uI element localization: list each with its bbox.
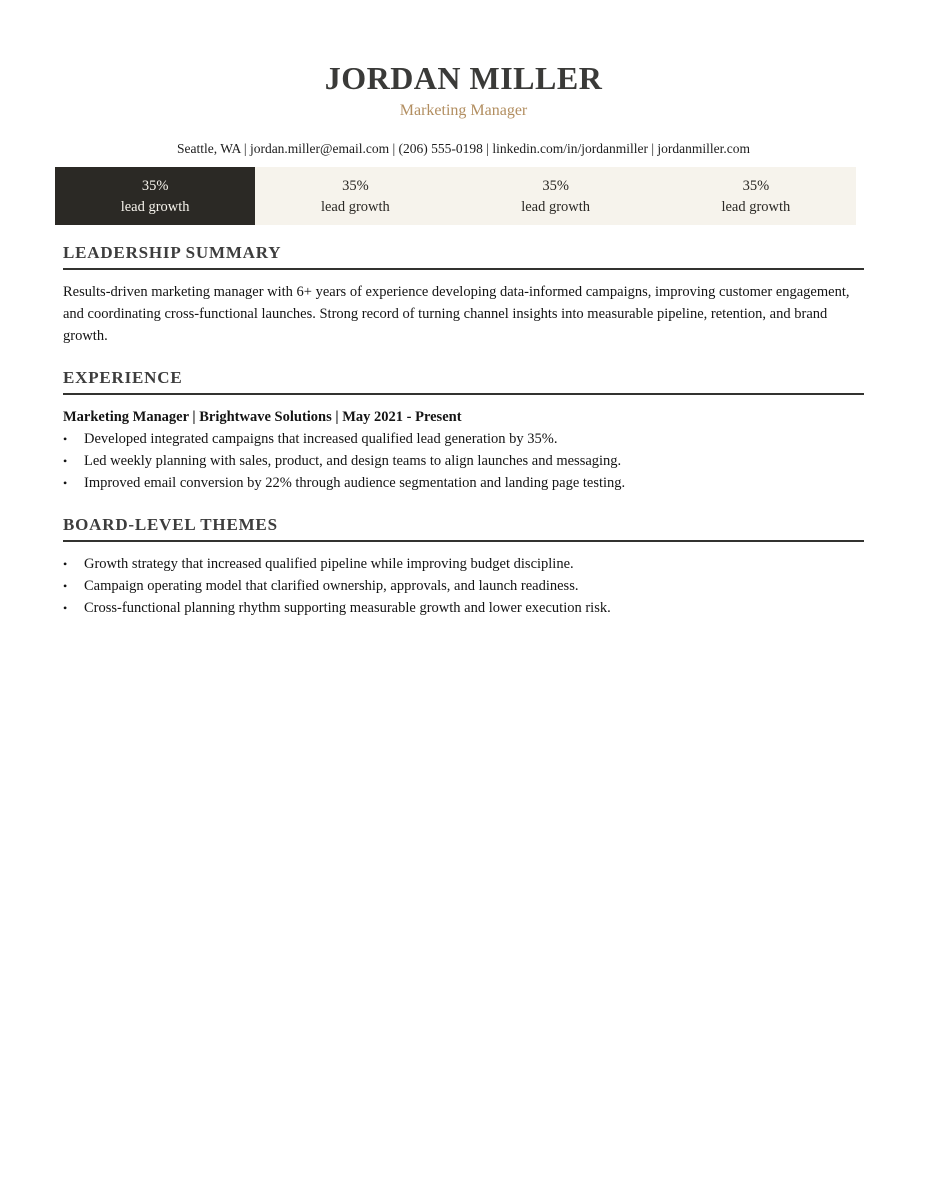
stat-value: 35% — [141, 177, 169, 194]
stat-cell-2 — [255, 167, 455, 225]
bullet-item: • Cross-functional planning rhythm supporting measurable growth and lower execution risk. — [63, 597, 864, 619]
experience-role-line: Marketing Manager | Brightwave Solutions | May 2021 - Present — [63, 409, 462, 425]
section-heading: LEADERSHIP SUMMARY — [63, 242, 864, 270]
stats-strip — [55, 167, 856, 225]
stat-label: lead growth — [521, 198, 591, 215]
bullet-item: • Improved email conversion by 22% through audience segmentation and landing page testing. — [63, 472, 864, 494]
section-experience — [63, 367, 864, 494]
stat-label: lead growth — [721, 198, 791, 215]
stat-value: 35% — [742, 177, 770, 194]
bullet-item: • Growth strategy that increased qualified pipeline while improving budget discipline. — [63, 553, 864, 575]
stat-label: lead growth — [320, 198, 390, 215]
stat-value: 35% — [342, 177, 369, 194]
stat-cell-4 — [656, 167, 856, 225]
themes-bullet-list — [63, 553, 864, 619]
experience-bullet-list — [63, 428, 864, 494]
bullet-item: • Developed integrated campaigns that increased qualified lead generation by 35%. — [63, 428, 864, 450]
section-heading: EXPERIENCE — [63, 367, 864, 395]
summary-paragraph: Results-driven marketing manager with 6+ years of experience developing data-informed campaigns, improving customer engagement, and coordinating cross-functional launches. Strong record of turning channel insights into measurable pipeline, retention, and brand growth. — [63, 284, 850, 344]
person-name: JORDAN MILLER — [324, 60, 603, 96]
section-board-level-themes — [63, 514, 864, 619]
person-job-title: Marketing Manager — [399, 102, 528, 119]
bullet-item: • Led weekly planning with sales, product, and design teams to align launches and messaging. — [63, 450, 864, 472]
section-heading: BOARD-LEVEL THEMES — [63, 514, 864, 542]
section-leadership-summary — [63, 242, 864, 347]
stat-value: 35% — [542, 177, 569, 194]
contact-info: Seattle, WA | jordan.miller@email.com | (206) 555-0198 | linkedin.com/in/jordanmiller | jordanmiller.com — [177, 141, 750, 156]
stat-cell-1 — [55, 167, 255, 225]
stat-cell-3 — [456, 167, 656, 225]
stat-label: lead growth — [120, 198, 190, 215]
bullet-item: • Campaign operating model that clarified ownership, approvals, and launch readiness. — [63, 575, 864, 597]
